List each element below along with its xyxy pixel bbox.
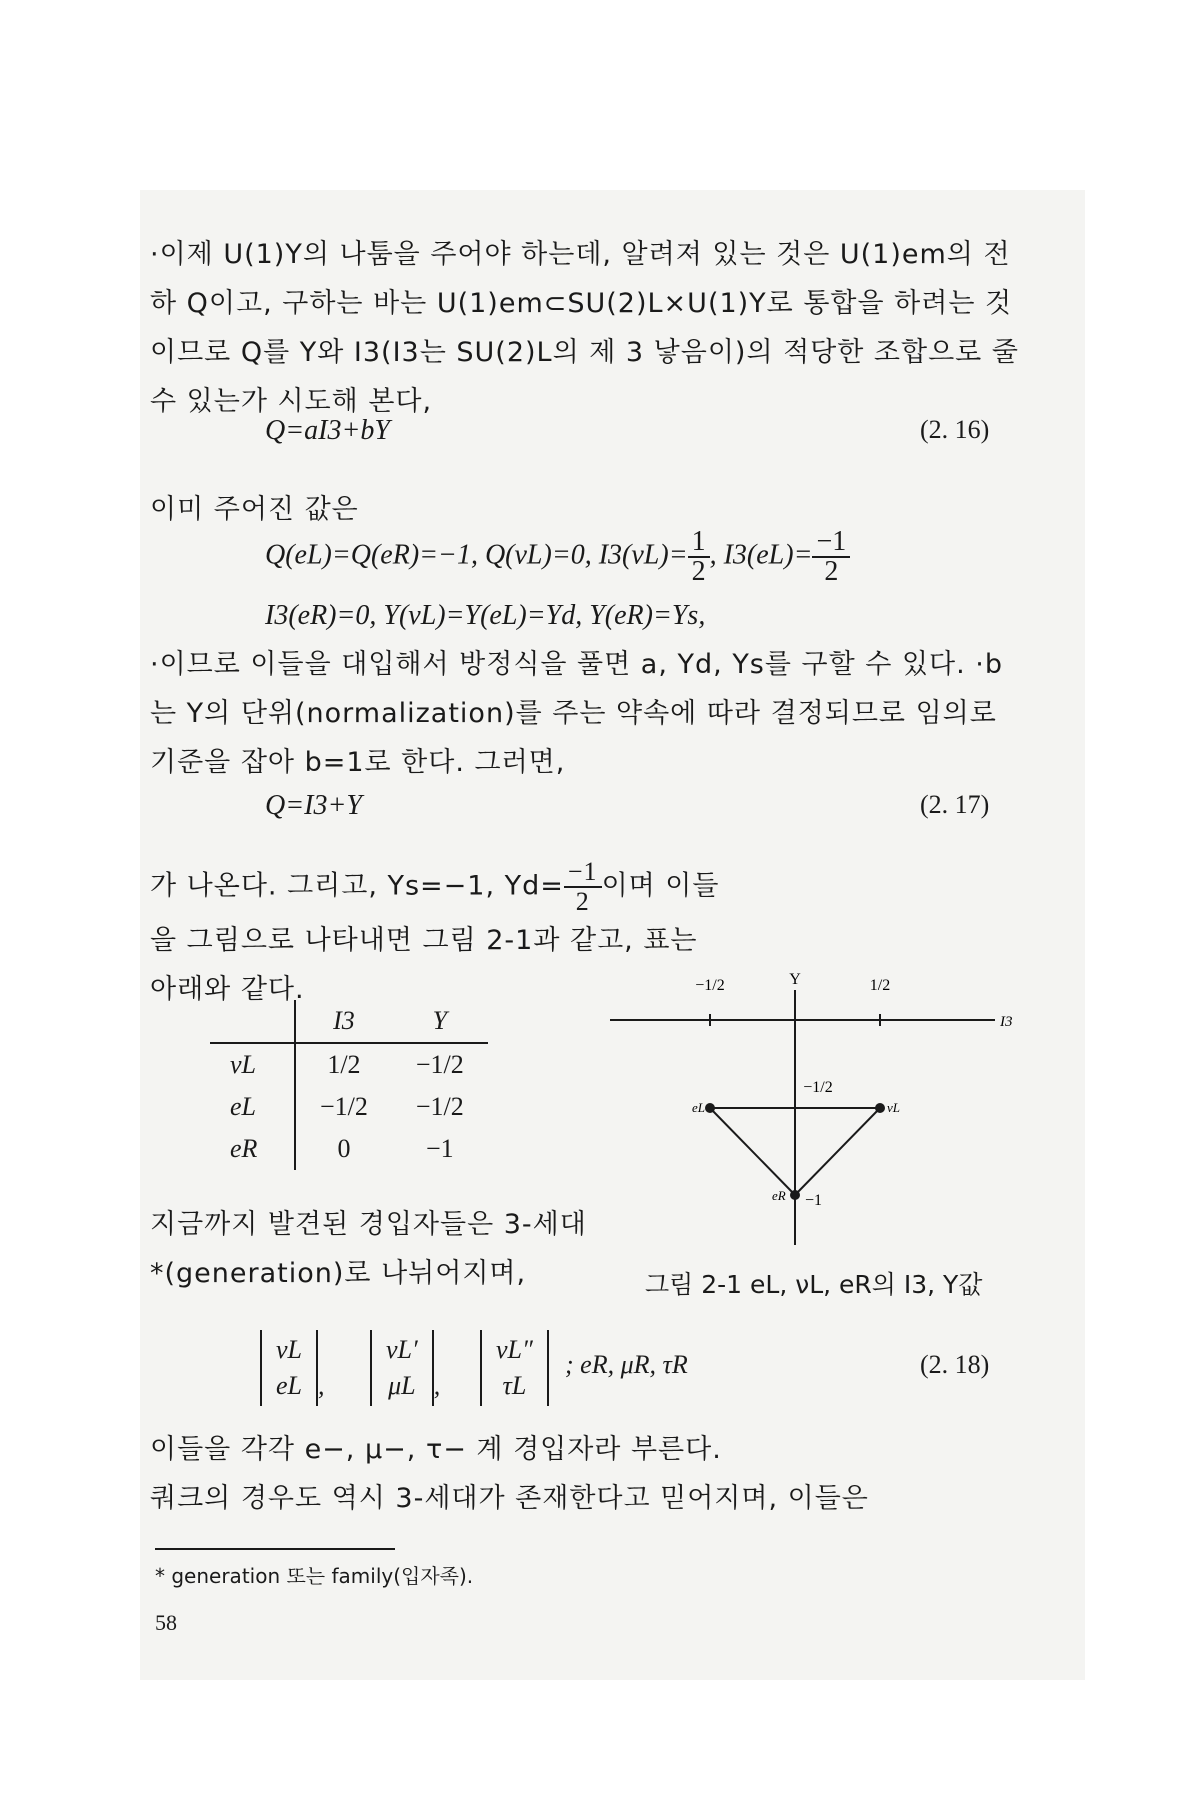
tick-bottom-label: −1 (805, 1192, 823, 1209)
table-row: νL 1/2 −1/2 (210, 1043, 488, 1086)
given-values-line2: I3(eR)=0, Y(νL)=Y(eL)=Yd, Y(eR)=Ys, (265, 600, 706, 631)
footnote: * generation 또는 family(입자족). (155, 1564, 474, 1588)
table-header-i3: I3 (295, 1000, 392, 1043)
point-eR (790, 1190, 800, 1200)
table-row: eR 0 −1 (210, 1128, 488, 1170)
fraction-minus-half: $\frac{-1}{2}$ (812, 528, 850, 586)
table-header-y: Y (392, 1000, 488, 1043)
label-eL: eL (692, 1100, 705, 1115)
paragraph-generations: 지금까지 발견된 경입자들은 3-세대*(generation)로 나뉘어지며, (150, 1209, 587, 1289)
label-nuL: νL (887, 1100, 900, 1115)
table-row: eL −1/2 −1/2 (210, 1086, 488, 1128)
paragraph-quarks: 쿼크의 경우도 역시 3-세대가 존재한다고 믿어지며, 이들은 (150, 1483, 869, 1514)
label-eR: eR (772, 1188, 786, 1203)
axis-y-label: Y (789, 971, 801, 988)
page-number: 58 (155, 1610, 177, 1635)
tick-left-label: −1/2 (695, 977, 725, 994)
equation-2-16: Q=aI3+bY (265, 415, 390, 446)
point-eL (705, 1103, 715, 1113)
paragraph-intro-text: ·이제 U(1)Y의 나툼을 주어야 하는데, 알려져 있는 것은 U(1)em의 전하 Q이고, 구하는 바는 U(1)em⊂SU(2)L×U(1)Y로 통합을 하려는 것이므로 Q를 Y와 I3(I3는 SU(2)L의 제 3 낳음이)의 적당한 조합으로 줄 수 있는가 시도해 본다, (150, 239, 1019, 417)
quantum-number-table (210, 1000, 488, 1170)
doublet-1: νL eL , (260, 1330, 325, 1406)
footnote-rule (155, 1548, 395, 1550)
equation-number-2-18: (2. 18) (920, 1350, 990, 1379)
axis-x-label: I3 (1000, 1014, 1013, 1030)
paragraph-intro (150, 230, 1030, 426)
tick-mid-label: −1/2 (803, 1079, 833, 1096)
table-header-row (210, 1000, 488, 1043)
tick-right-label: 1/2 (869, 977, 891, 994)
right-handed-singlets: ; eR, μR, τR (565, 1350, 688, 1379)
equation-number-2-16: (2. 16) (920, 415, 990, 444)
equation-2-17: Q=I3+Y (265, 790, 362, 821)
paragraph-result: 가 나온다. 그리고, Ys=−1, Yd= $\frac{-1}{2}$ 이며 이들을 그림으로 나타내면 그림 2-1과 같고, 표는 아래와 같다. (150, 857, 720, 1005)
paragraph-lepton-families: 이들을 각각 e−, μ−, τ− 계 경입자라 부른다. (150, 1434, 722, 1465)
paragraph-given: 이미 주어진 값은 (150, 494, 359, 525)
figure-caption: 그림 2-1 eL, νL, eR의 I3, Y값 (645, 1270, 983, 1299)
paragraph-solve: ·이므로 이들을 대입해서 방정식을 풀면 a, Yd, Ys를 구할 수 있다. ·b는 Y의 단위(normalization)를 주는 약속에 따라 결정되므로 임의로 기준을 잡아 b=1로 한다. 그러면, (150, 649, 1003, 778)
point-nuL (875, 1103, 885, 1113)
doublet-3: νL″ τL (480, 1330, 549, 1406)
line-eL-eR (710, 1108, 795, 1195)
fraction-half: $\frac{1}{2}$ (688, 528, 710, 586)
fraction-yd: $\frac{-1}{2}$ (564, 858, 602, 916)
figure-2-1 (600, 960, 1020, 1250)
given-values-line1: Q(eL)=Q(eR)=−1, Q(νL)=0, I3(νL)= $\frac{1}{2}$ , I3(eL)= $\frac{-1}{2}$ (265, 528, 850, 586)
line-nuL-eR (795, 1108, 880, 1195)
doublet-2: νL′ μL , (370, 1330, 440, 1406)
equation-number-2-17: (2. 17) (920, 790, 990, 819)
